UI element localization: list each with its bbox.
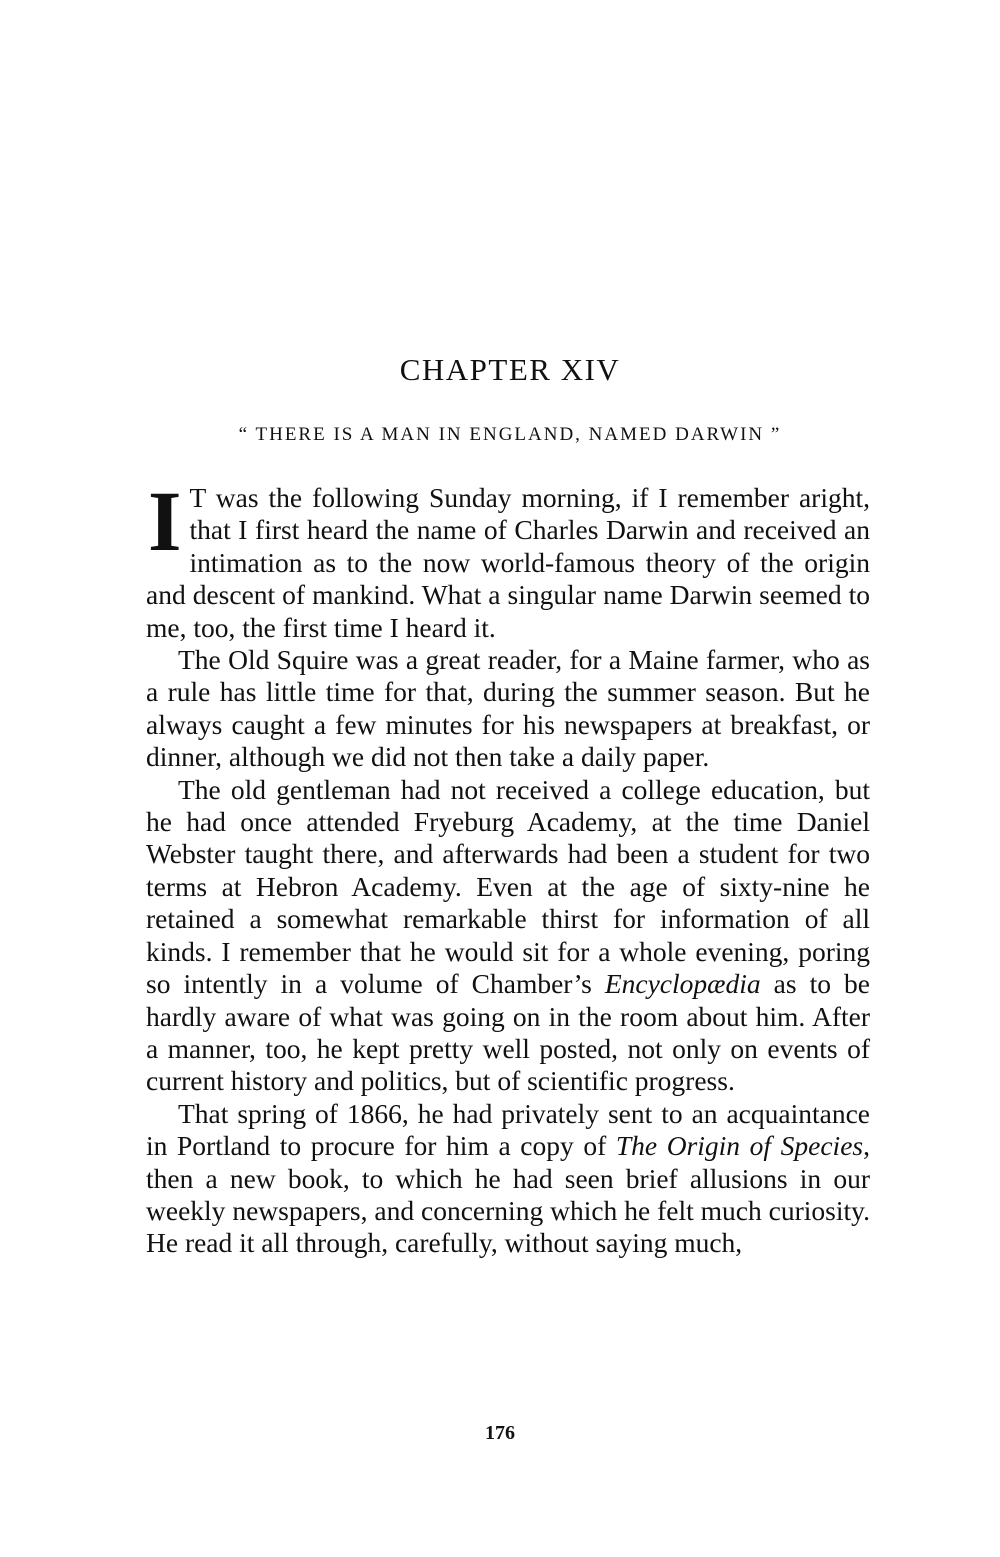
origin-of-species-title: The Origin of Species — [615, 1130, 864, 1162]
paragraph-4 — [146, 1098, 870, 1260]
paragraph-3 — [146, 774, 870, 1098]
paragraph-4-text-a: That spring of 1866, he had privately sent to an acquaintance in Portland to procure for him a copy of — [146, 1097, 870, 1162]
paragraph-4-text-b: , then a new book, to which he had seen brief allusions in our weekly newspapers, and concerning which he felt much curiosity. He read it all through, carefully, without saying much, — [146, 1130, 870, 1259]
paragraph-1 — [146, 473, 870, 644]
chapter-title: CHAPTER XIV — [399, 352, 621, 387]
chapter-subtitle: “ THERE IS A MAN IN ENGLAND, NAMED DARWIN ” — [238, 424, 782, 445]
encyclopaedia-title: Encyclopædia — [604, 968, 761, 1000]
page-number: 176 — [485, 1422, 515, 1444]
body-text — [146, 473, 870, 1260]
drop-cap: I — [148, 473, 182, 569]
paragraph-1-text: T was the following Sunday morning, if I remember aright, that I first heard the name of Charles Darwin and received an intimation as to the now world-famous theory of the origin and descent of mankind. What a singular name Darwin seemed to me, too, the first time I heard it. — [146, 482, 870, 643]
paragraph-3-text-a: The old gentleman had not received a college education, but he had once attended Fryeburg Academy, at the time Daniel Webster taught there, and afterwards had been a student for two terms at Hebron Academy. Even at the age of sixty-nine he retained a somewhat remarkable thirst for information of all kinds. I remember that he would sit for a whole evening, poring so intently in a volume of Chamber’s — [146, 773, 870, 1000]
paragraph-2: The Old Squire was a great reader, for a Maine farmer, who as a rule has little time for that, during the summer season. But he always caught a few minutes for his newspapers at breakfast, or dinner, although we did not then take a daily paper. — [146, 644, 870, 773]
paragraph-3-text-b: as to be hardly aware of what was going on in the room about him. After a manner, too, he kept pretty well posted, not only on events of current history and politics, but of scientific progress. — [146, 968, 870, 1097]
